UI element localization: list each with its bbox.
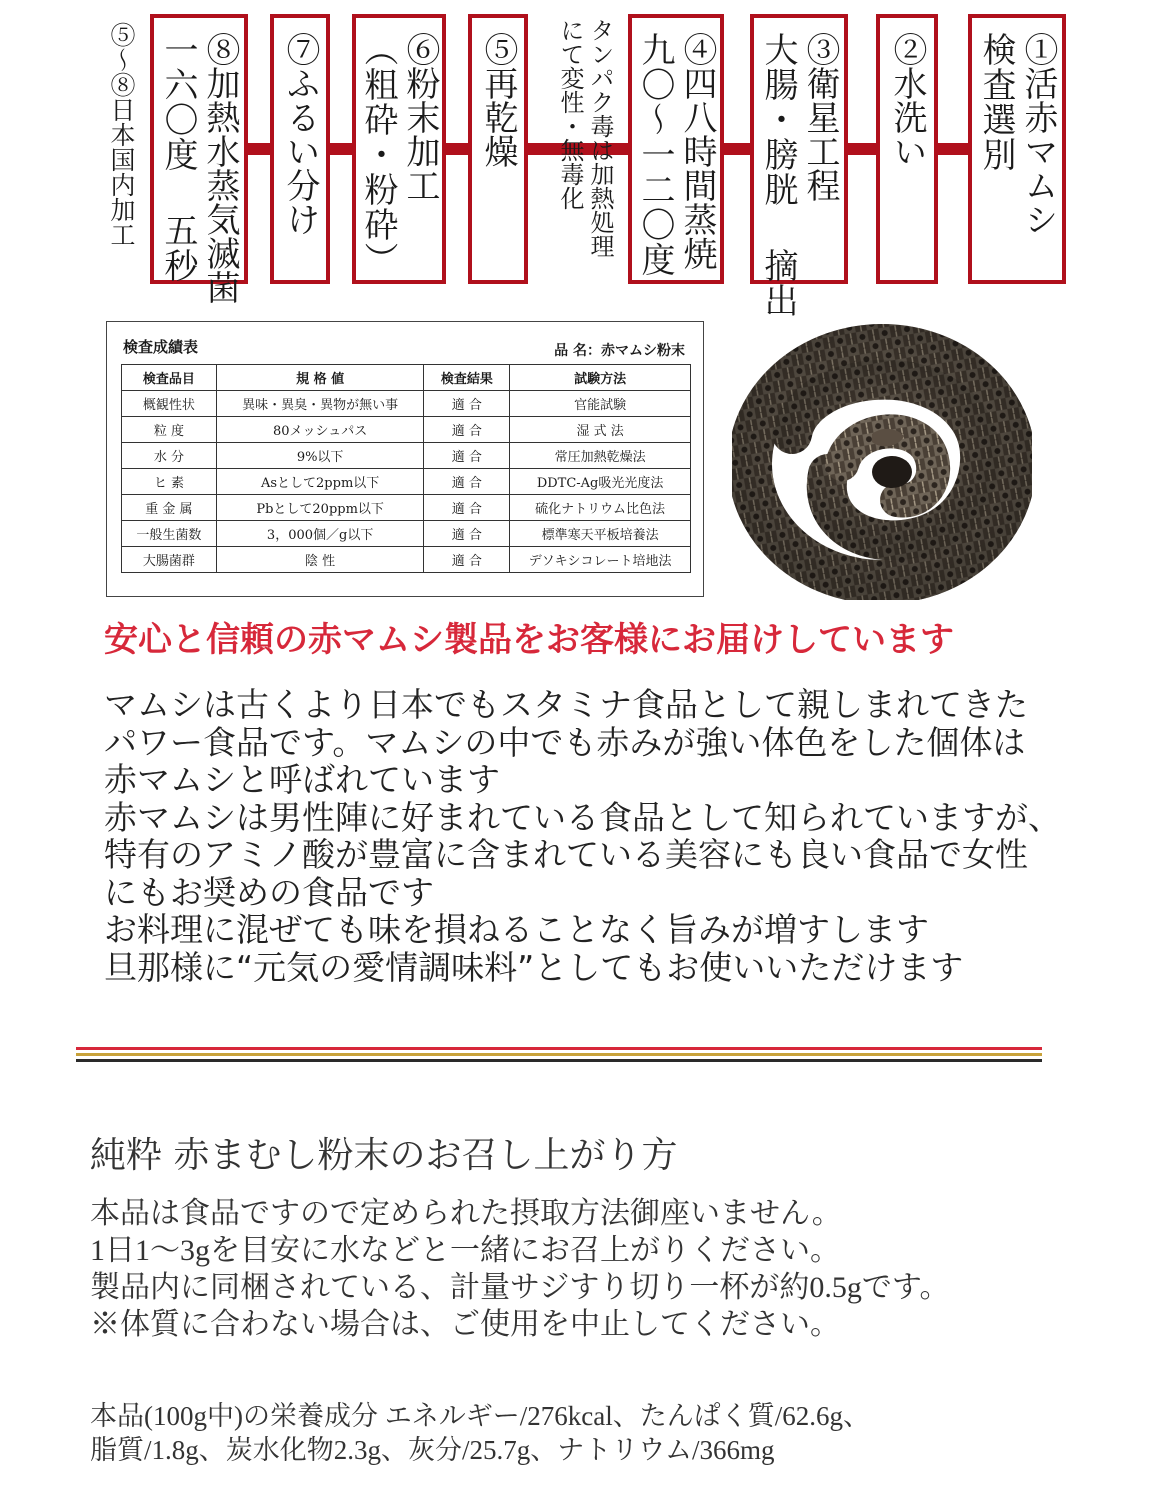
table-cell: ヒ 素 [122, 469, 217, 495]
intro-line: 旦那様に“元気の愛情調味料”としてもお使いいただけます [104, 947, 964, 987]
step-7-number: ⑦ [280, 32, 320, 66]
note-domestic-processing [100, 22, 136, 247]
process-step-6 [352, 14, 446, 284]
flow-connector [938, 143, 968, 155]
note-protein-line-2: にて変性・無毒化 [556, 18, 584, 210]
table-cell: 適 合 [424, 495, 510, 521]
report-title: 検査成績表 [123, 338, 199, 356]
step-4-number: ④ [677, 32, 717, 66]
divider-stripe-red [76, 1047, 1042, 1050]
table-cell: 標準寒天平板培養法 [510, 521, 691, 547]
table-row [122, 495, 691, 521]
intro-line: 赤マムシは男性陣に好まれている食品として知られていますが、 [104, 797, 1061, 837]
header-item: 検査品目 [122, 365, 217, 391]
intro-line: お料理に混ぜても味を損ねることなく旨みが増すします [104, 910, 929, 949]
table-cell: Asとして2ppm以下 [216, 469, 424, 495]
howto-line: 製品内に同梱されている、計量サジすり切り一杯が約0.5gです。 [90, 1271, 950, 1304]
step-1-line-2: 検査選別 [976, 32, 1016, 172]
nutrition-facts [90, 1399, 1130, 1467]
intro-line: パワー食品です。マムシの中でも赤みが強い体色をした個体は [104, 722, 1026, 762]
table-header-row [122, 365, 691, 391]
process-flow [0, 0, 1154, 318]
table-cell: 9%以下 [216, 443, 424, 469]
divider-stripe-black [76, 1059, 1042, 1062]
nutrition-line: 本品(100g中)の栄養成分 エネルギー/276kcal、たんぱく質/62.6g、 [90, 1401, 870, 1431]
inspection-table [121, 364, 691, 573]
table-row [122, 547, 691, 573]
table-cell: 水 分 [122, 443, 217, 469]
table-cell: 大腸菌群 [122, 547, 217, 573]
step-7-line-1: ⑦ふるい分け [280, 32, 320, 236]
table-cell: デソキシコレート培地法 [510, 547, 691, 573]
table-row [122, 417, 691, 443]
flow-connector [848, 143, 876, 155]
process-step-7 [270, 14, 330, 284]
table-cell: 適 合 [424, 547, 510, 573]
step-8-number: ⑧ [200, 32, 240, 66]
header-spec: 規 格 値 [216, 365, 424, 391]
note-protein-toxin [552, 18, 614, 258]
table-row [122, 469, 691, 495]
process-step-5 [468, 14, 528, 284]
header-method: 試験方法 [510, 365, 691, 391]
table-cell: 80メッシュパス [216, 417, 424, 443]
table-cell: 適 合 [424, 521, 510, 547]
table-cell: 硫化ナトリウム比色法 [510, 495, 691, 521]
table-cell: 陰 性 [216, 547, 424, 573]
table-cell: 湿 式 法 [510, 417, 691, 443]
step-2-number: ② [887, 32, 927, 66]
step-3-number: ③ [800, 32, 840, 66]
process-step-1 [968, 14, 1066, 284]
table-cell: 適 合 [424, 391, 510, 417]
table-cell: 適 合 [424, 469, 510, 495]
process-step-4 [628, 14, 724, 284]
table-cell: 重 金 属 [122, 495, 217, 521]
flow-connector [248, 143, 270, 155]
note-domestic-text: ⑤〜⑧日本国内加工 [107, 22, 136, 247]
note-protein-line-1: タンパク毒は加熱処理 [586, 18, 614, 258]
intro-line: マムシは古くより日本でもスタミナ食品として親しまれてきた [104, 685, 1028, 724]
step-3-line-1: ③衛星工程 [800, 32, 840, 202]
step-1-number: ① [1018, 32, 1058, 66]
flow-connector [330, 143, 352, 155]
step-5-line-1: ⑤再乾燥 [478, 32, 518, 168]
intro-line: 赤マムシと呼ばれています [104, 760, 500, 799]
table-cell: 一般生菌数 [122, 521, 217, 547]
step-4-line-1: ④四八時間蒸焼 [677, 32, 717, 270]
step-6-line-1: ⑥粉末加工 [400, 32, 440, 202]
striped-divider [76, 1047, 1042, 1069]
coiled-mamushi-photo [732, 314, 1032, 600]
step-6-line-2: （粗砕・粉砕） [358, 32, 398, 277]
step-6-number: ⑥ [400, 32, 440, 66]
howto-title: 純粋 赤まむし粉末のお召し上がり方 [90, 1135, 678, 1176]
table-row [122, 443, 691, 469]
howto-line: 本品は食品ですので定められた摂取方法御座いません。 [90, 1197, 842, 1230]
process-step-3 [750, 14, 848, 318]
report-product-name: 品 名：赤マムシ粉末 [554, 343, 685, 359]
headline: 安心と信頼の赤マムシ製品をお客様にお届けしています [104, 620, 954, 660]
howto-line: 1日1〜3gを目安に水などと一緒にお召上がりください。 [90, 1234, 840, 1267]
table-cell: 3，000個／g以下 [216, 521, 424, 547]
intro-text [104, 686, 1114, 986]
step-8-line-2: 一六〇度 五秒 [158, 32, 198, 283]
table-cell: DDTC-Ag吸光光度法 [510, 469, 691, 495]
table-cell: Pbとして20ppm以下 [216, 495, 424, 521]
inspection-report [106, 321, 704, 597]
step-2-line-1: ②水洗い [887, 32, 927, 168]
step-1-line-1: ①活赤マムシ [1018, 32, 1058, 236]
nutrition-line: 脂質/1.8g、炭水化物2.3g、灰分/25.7g、ナトリウム/366mg [90, 1435, 775, 1465]
flow-connector [446, 143, 468, 155]
process-step-8 [150, 14, 248, 304]
process-step-2 [876, 14, 938, 284]
table-cell: 常圧加熱乾燥法 [510, 443, 691, 469]
table-cell: 適 合 [424, 443, 510, 469]
table-cell: 概観性状 [122, 391, 217, 417]
step-4-line-2: 九〇〜一二〇度 [635, 32, 675, 277]
howto-text [90, 1195, 1130, 1343]
table-cell: 粒 度 [122, 417, 217, 443]
step-8-line-1: ⑧加熱水蒸気滅菌 [200, 32, 240, 304]
intro-line: 特有のアミノ酸が豊富に含まれている美容にも良い食品で女性 [104, 835, 1028, 874]
table-cell: 適 合 [424, 417, 510, 443]
flow-connector [724, 143, 750, 155]
step-5-number: ⑤ [478, 32, 518, 66]
howto-line: ※体質に合わない場合は、ご使用を中止してください。 [90, 1308, 840, 1341]
divider-stripe-gold [76, 1053, 1042, 1056]
step-3-line-2: 大腸・膀胱 摘出 [758, 32, 798, 318]
table-row [122, 391, 691, 417]
header-result: 検査結果 [424, 365, 510, 391]
table-row [122, 521, 691, 547]
intro-line: にもお奨めの食品です [104, 872, 434, 912]
table-cell: 官能試験 [510, 391, 691, 417]
table-cell: 異味・異臭・異物が無い事 [216, 391, 424, 417]
